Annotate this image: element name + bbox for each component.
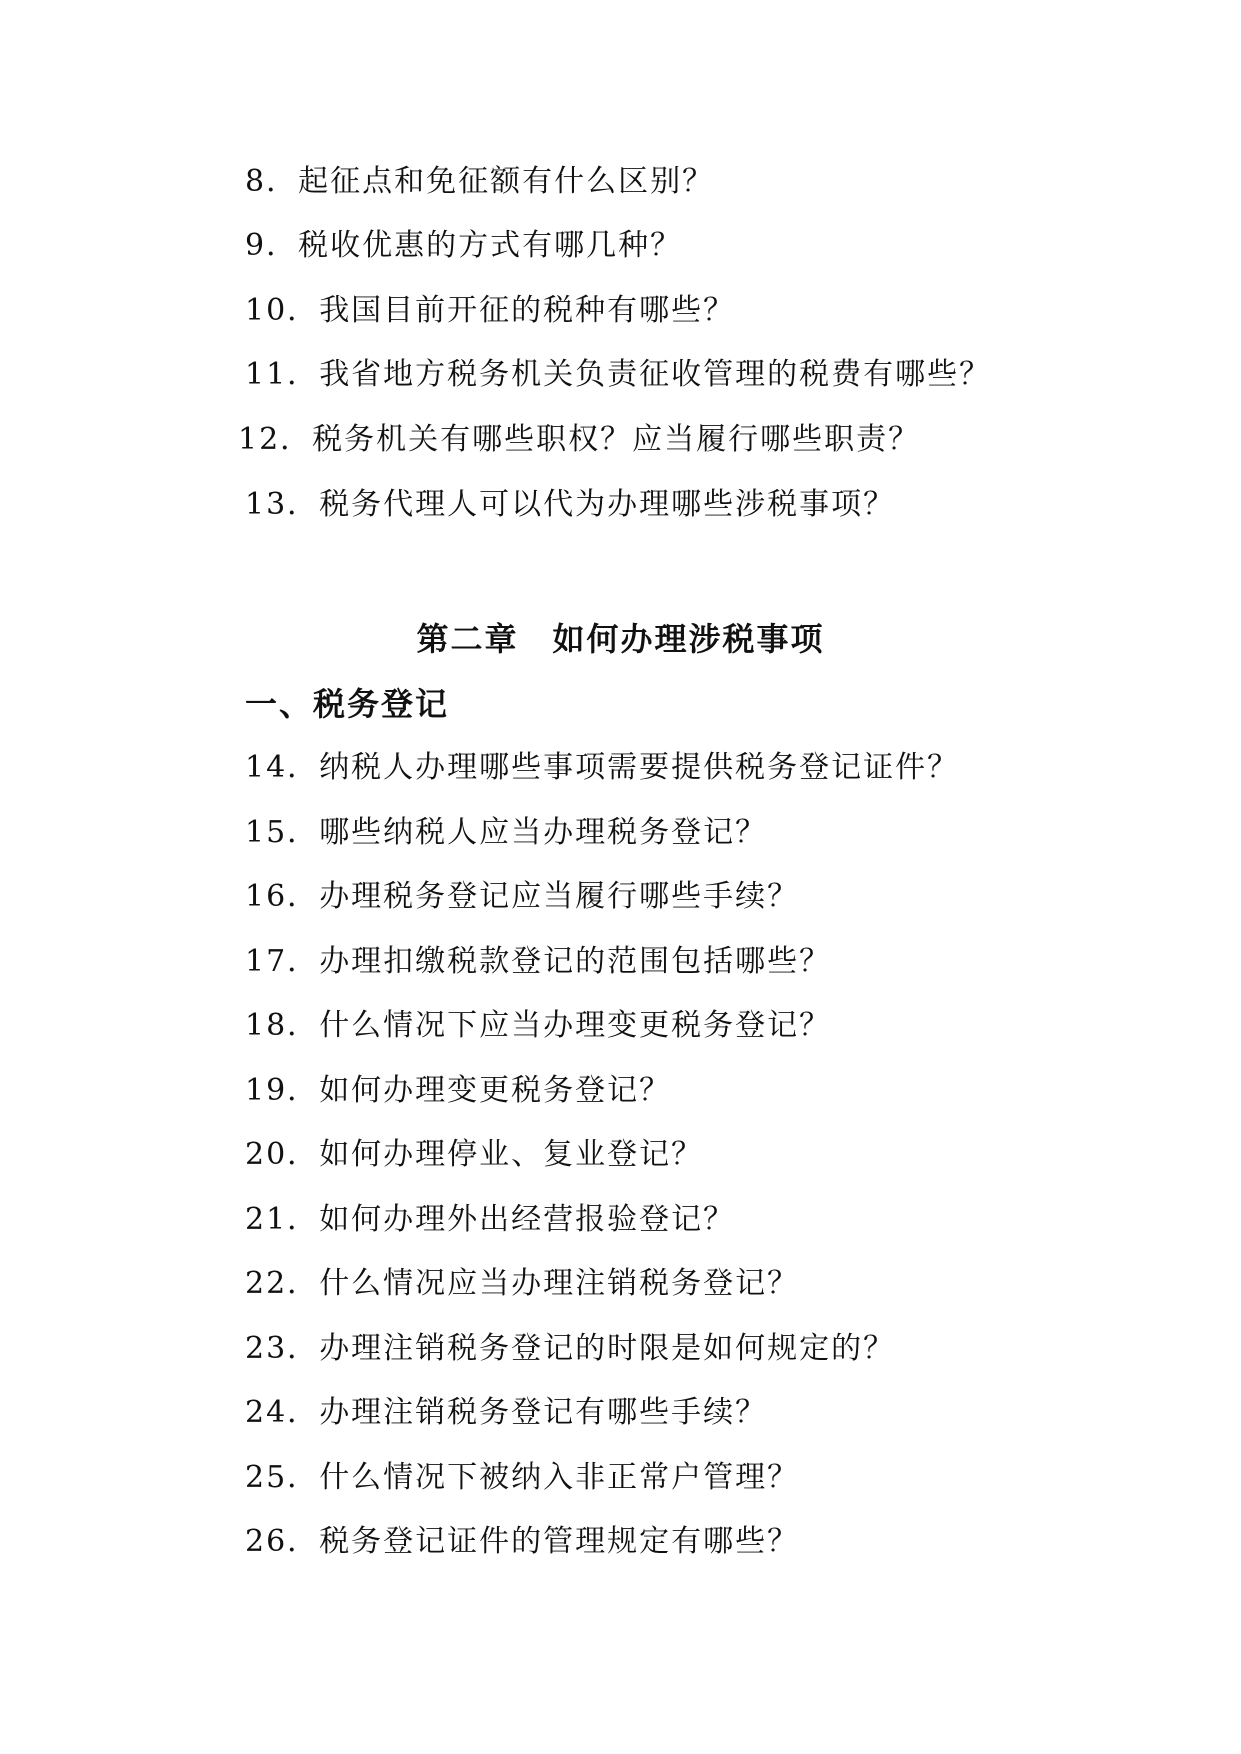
question-item	[245, 355, 991, 395]
question-item	[245, 877, 799, 917]
question-text: 什么情况下被纳入非正常户管理？	[319, 1460, 800, 1495]
question-text: 如何办理变更税务登记？	[319, 1073, 672, 1108]
question-number: 18．	[245, 1008, 320, 1043]
question-text: 税务机关有哪些职权？应当履行哪些职责？	[312, 422, 921, 457]
question-item	[245, 813, 767, 853]
question-number: 19．	[245, 1073, 320, 1108]
chapter-title: 第二章 如何办理涉税事项	[416, 620, 825, 658]
question-number: 26．	[245, 1524, 320, 1559]
question-item	[245, 1522, 799, 1562]
question-item	[245, 1006, 831, 1046]
question-number: 23．	[245, 1331, 320, 1366]
question-item	[245, 1071, 671, 1111]
question-item	[245, 485, 895, 525]
question-number: 12．	[238, 422, 313, 457]
question-number: 22．	[245, 1266, 320, 1301]
question-text: 税务代理人可以代为办理哪些涉税事项？	[319, 487, 896, 522]
question-item	[245, 1200, 735, 1240]
question-number: 9．	[245, 228, 299, 263]
question-text: 如何办理停业、复业登记？	[319, 1137, 704, 1172]
question-number: 17．	[245, 944, 320, 979]
question-number: 13．	[245, 487, 320, 522]
question-item	[245, 1458, 799, 1498]
question-item	[245, 291, 735, 331]
question-number: 11．	[245, 357, 320, 392]
question-text: 办理扣缴税款登记的范围包括哪些？	[319, 944, 832, 979]
question-item	[245, 1135, 703, 1175]
question-text: 税收优惠的方式有哪几种？	[298, 228, 683, 263]
question-text: 什么情况下应当办理变更税务登记？	[319, 1008, 832, 1043]
question-number: 20．	[245, 1137, 320, 1172]
question-number: 10．	[245, 293, 320, 328]
question-number: 8．	[245, 164, 299, 199]
question-number: 24．	[245, 1395, 320, 1430]
question-number: 16．	[245, 879, 320, 914]
question-item	[238, 420, 920, 460]
question-item	[245, 1329, 895, 1369]
question-item	[245, 226, 682, 266]
question-text: 起征点和免征额有什么区别？	[298, 164, 715, 199]
question-text: 什么情况应当办理注销税务登记？	[319, 1266, 800, 1301]
question-text: 哪些纳税人应当办理税务登记？	[319, 815, 768, 850]
question-item	[245, 942, 831, 982]
question-text: 如何办理外出经营报验登记？	[319, 1202, 736, 1237]
question-item	[245, 162, 714, 202]
question-text: 我省地方税务机关负责征收管理的税费有哪些？	[319, 357, 992, 392]
question-text: 纳税人办理哪些事项需要提供税务登记证件？	[319, 750, 960, 785]
question-item	[245, 748, 959, 788]
question-number: 25．	[245, 1460, 320, 1495]
question-number: 21．	[245, 1202, 320, 1237]
question-item	[245, 1264, 799, 1304]
section-title: 一、税务登记	[245, 685, 450, 723]
question-text: 办理注销税务登记有哪些手续？	[319, 1395, 768, 1430]
question-item	[245, 1393, 767, 1433]
question-text: 办理税务登记应当履行哪些手续？	[319, 879, 800, 914]
question-text: 办理注销税务登记的时限是如何规定的？	[319, 1331, 896, 1366]
question-number: 14．	[245, 750, 320, 785]
question-number: 15．	[245, 815, 320, 850]
question-text: 税务登记证件的管理规定有哪些？	[319, 1524, 800, 1559]
question-text: 我国目前开征的税种有哪些？	[319, 293, 736, 328]
